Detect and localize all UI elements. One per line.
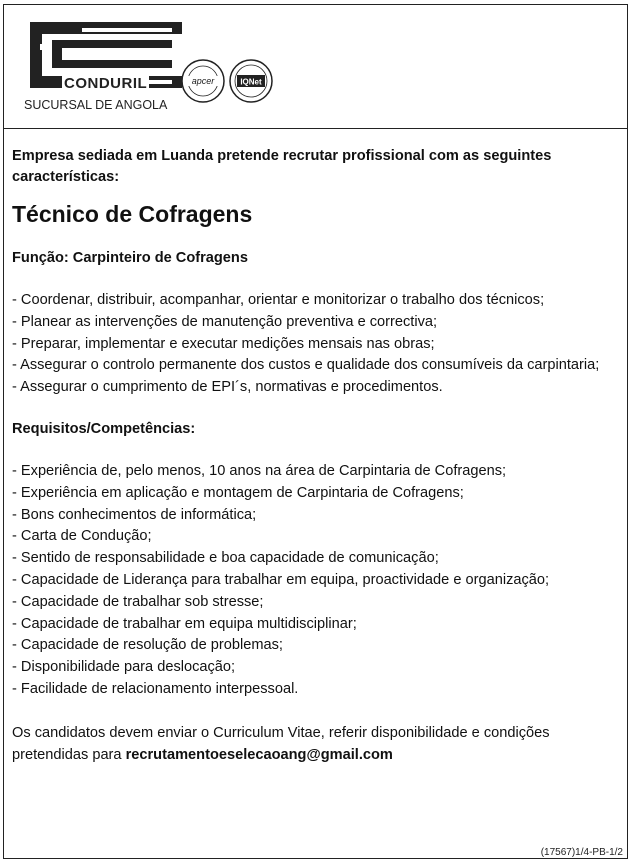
duty-item: - Assegurar o controlo permanente dos custos e qualidade dos consumíveis da carpintaria; [12, 357, 600, 374]
requirement-item: - Capacidade de resolução de problemas; [12, 637, 283, 654]
requirement-item: - Disponibilidade para deslocação; [12, 659, 236, 676]
requirement-item: - Capacidade de trabalhar sob stresse; [12, 593, 264, 610]
duty-item: - Planear as intervenções de manutenção preventiva e correctiva; [12, 313, 438, 330]
contact-email[interactable]: recrutamentoeselecaoang@gmail.com [125, 746, 393, 763]
apcer-seal-icon [180, 58, 226, 108]
ad-content [12, 146, 618, 766]
requirement-item: - Capacidade de trabalhar em equipa multidisciplinar; [12, 615, 357, 632]
requirements-heading: Requisitos/Competências: [12, 420, 196, 437]
iqnet-seal-icon [228, 58, 274, 108]
closing-text: Os candidatos devem enviar o Curriculum Vitae, referir disponibilidade e condições pretendidas para [12, 724, 550, 763]
header-divider [3, 128, 628, 129]
intro-text: Empresa sediada em Luanda pretende recrutar profissional com as seguintes características: [12, 148, 552, 185]
duty-item: - Preparar, implementar e executar medições mensais nas obras; [12, 335, 435, 352]
branch-name: SUCURSAL DE ANGOLA [24, 98, 168, 112]
reference-code: (17567)1/4-PB-1/2 [540, 847, 623, 858]
function-heading: Função: Carpinteiro de Cofragens [12, 250, 248, 266]
duty-item: - Coordenar, distribuir, acompanhar, orientar e monitorizar o trabalho dos técnicos; [12, 292, 545, 308]
apcer-certification-seal [180, 58, 226, 108]
requirement-item: - Carta de Condução; [12, 528, 152, 545]
duty-item: - Assegurar o cumprimento de EPI´s, normativas e procedimentos. [12, 379, 443, 396]
requirements-list [12, 461, 618, 701]
apcer-label: apcer [191, 76, 215, 86]
iqnet-label: IQNet [240, 77, 262, 87]
brand-name: CONDURIL [64, 75, 148, 92]
closing-paragraph [12, 723, 618, 767]
requirement-item: - Bons conhecimentos de informática; [12, 506, 257, 523]
requirement-item: - Experiência de, pelo menos, 10 anos na área de Carpintaria de Cofragens; [12, 462, 507, 479]
requirement-item: - Facilidade de relacionamento interpessoal. [12, 680, 299, 697]
requirement-item: - Sentido de responsabilidade e boa capacidade de comunicação; [12, 550, 439, 567]
iqnet-certification-seal [228, 58, 274, 108]
job-title: Técnico de Cofragens [12, 201, 253, 227]
requirement-item: - Experiência em aplicação e montagem de Carpintaria de Cofragens; [12, 484, 464, 501]
duties-list [12, 290, 618, 399]
conduril-logo [22, 18, 192, 113]
requirement-item: - Capacidade de Liderança para trabalhar em equipa, proactividade e organização; [12, 571, 550, 588]
